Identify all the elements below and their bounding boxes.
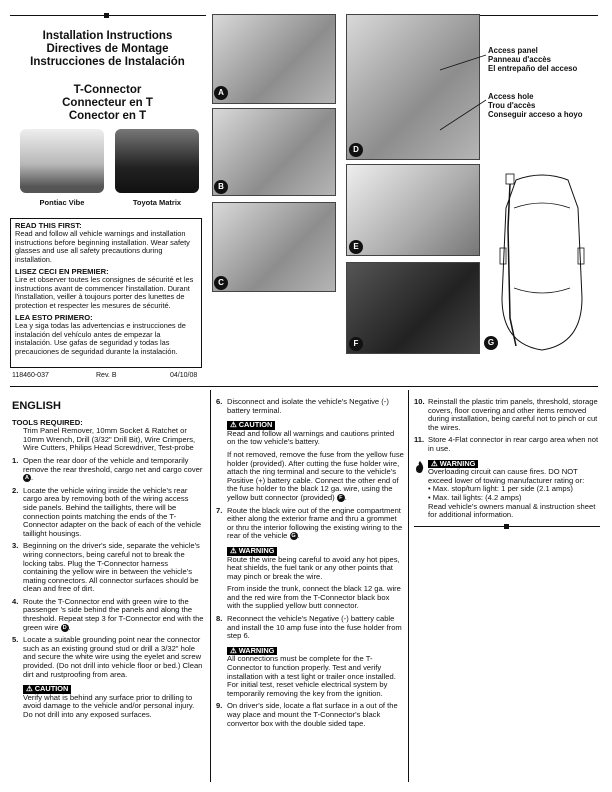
step-6-text: Disconnect and isolate the vehicle's Negative (-) battery terminal.: [227, 397, 389, 415]
figure-a-label: A: [214, 86, 228, 100]
callout-access-hole-es: Conseguir acceso a hoyo: [488, 110, 583, 119]
callout-access-panel: [488, 46, 577, 73]
warning-3-line-3: • Max. tail lights: (4.2 amps): [428, 492, 522, 502]
caution-1-label-text: CAUTION: [34, 684, 69, 694]
read-first-text-en: Read and follow all vehicle warnings and installation instructions before beginning installation. Wear safety glasses and use all safety precautions during installation.: [15, 229, 190, 264]
figure-e-photo: [346, 164, 480, 256]
step-9-number: 9.: [216, 701, 223, 711]
figure-b-photo: [212, 108, 336, 196]
step-4-number: 4.: [12, 596, 19, 606]
column-rule-1: [210, 390, 211, 782]
step-6-number: 6.: [216, 397, 223, 406]
step-5-number: 5.: [12, 635, 19, 645]
english-column-2: [216, 398, 404, 732]
vehicle-caption-matrix: Toyota Matrix: [132, 198, 182, 207]
figure-e-label: E: [349, 240, 363, 254]
callout-access-panel-en: Access panel: [488, 46, 538, 55]
figure-ref-a: A: [23, 474, 31, 482]
warning-2-label-text: WARNING: [238, 645, 275, 655]
read-first-box: [10, 218, 202, 368]
caution-2-text: Read and follow all warnings and cautions printed on the tow vehicle's battery.: [227, 428, 395, 447]
warning-3-label: ⚠ WARNING: [428, 460, 478, 469]
title-block: [10, 30, 205, 69]
warning-2-label: ⚠ WARNING: [227, 647, 277, 656]
step-6-continued: If not removed, remove the fuse from the yellow fuse holder (provided). After cutting the fuse holder wire, attach the ring terminal and secure to the vehicle's Positive (+) battery cable. Connect the other end of the fuse holder to the black 12 ga. wire, using the yellow butt connector (provided) F .: [227, 449, 404, 502]
figure-ref-d: D: [61, 624, 69, 632]
callout-access-panel-fr: Panneau d'accès: [488, 55, 551, 64]
warning-3-line-2: • Max. stop/turn light: 1 per side (2.1 amps): [428, 484, 573, 494]
step-10: [414, 398, 600, 432]
step-5: [12, 636, 204, 679]
read-first-text-fr: Lire et observer toutes les consignes de sécurité et les instructions avant de commencer l'installation. Durant l'installation, veiller à toujours porter des lunettes de protection et respecter les mesures de sécurité.: [15, 275, 194, 310]
figure-f-photo: [346, 262, 480, 354]
step-8-text: Reconnect the vehicle's Negative (-) battery cable and install the 10 amp fuse into the fuse holder from step 6.: [227, 614, 402, 641]
step-9: [216, 702, 404, 728]
tools-heading: TOOLS REQUIRED:: [12, 417, 83, 427]
product-fr: Connecteur en T: [62, 97, 153, 109]
step-5-text: Locate a suitable grounding point near the connector such as an existing ground stud or drill a 3/32" hole and secure the white wire using the eyelet and screw provided. (Do not drill into vehicle floor or bed.) Clean dirt and rustproofing from area.: [23, 635, 203, 679]
step-9-text: On driver's side, locate a flat surface in a out of the way place and mount the T-Connector's black convertor box with the double sided tape.: [227, 701, 398, 728]
english-title: ENGLISH: [12, 400, 61, 412]
step-6-continued-text: If not removed, remove the fuse from the yellow fuse holder (provided). After cutting the fuse holder wire, attach the ring terminal and secure to the vehicle's Positive (+) battery cable. Connect the other end of the fuse holder to the black 12 ga. wire, using the yellow butt connector (provided): [227, 449, 404, 502]
fire-icon: [415, 461, 425, 473]
callout-access-hole-en: Access hole: [488, 92, 534, 101]
step-10-text: Reinstall the plastic trim panels, threshold, storage covers, floor covering and other items removed during installation, being careful not to pinch or cut the wires.: [428, 397, 598, 432]
rule-marker: [104, 13, 109, 18]
revision: Rev. B: [96, 372, 117, 379]
warning-3-label-text: WARNING: [439, 458, 476, 468]
warning-3-line-1: Overloading circuit can cause fires. DO NOT exceed lower of towing manufacturer rating or:: [428, 467, 585, 485]
english-column-1: [12, 398, 204, 720]
vehicle-photo-vibe: [20, 129, 104, 193]
figure-ref-g: G: [291, 533, 296, 540]
figure-g-vehicle-diagram: [486, 168, 598, 358]
part-number: 118460-037: [12, 372, 49, 379]
step-3-text: Beginning on the driver's side, separate the vehicle's wiring connectors, being careful not to break the locking tabs. Plug the T-Connector harness containing the yellow wire in between the vehicle's mating connectors. All connector surfaces should be clean and free of dirt.: [23, 541, 200, 594]
warning-1-label: ⚠ WARNING: [227, 547, 277, 556]
warning-2: [216, 645, 404, 699]
end-rule: [414, 526, 600, 527]
divider-rule: [10, 386, 598, 387]
warning-1-text: Route the wire being careful to avoid any hot pipes, heat shields, the fuel tank or any other points that may pinch or break the wire.: [227, 554, 400, 581]
read-first-heading-es: LEA ESTO PRIMERO:: [15, 313, 93, 323]
read-first-heading-en: READ THIS FIRST:: [15, 221, 82, 230]
read-first-heading-fr: LISEZ CECI EN PREMIER:: [15, 267, 109, 277]
step-7: 7. Route the black wire out of the engine compartment either along the exterior frame and thru a grommet or thru the interior following the existing wiring to the rear of the vehicle G .: [216, 505, 403, 541]
figure-f-label: F: [349, 337, 363, 351]
caution-2: [216, 419, 404, 447]
warning-3-line-4: Read vehicle's owners manual & instruction sheet for additional information.: [428, 501, 596, 520]
step-7-number: 7.: [216, 505, 223, 515]
vehicle-caption-vibe: Pontiac Vibe: [39, 198, 85, 207]
doc-date: 04/10/08: [170, 372, 198, 379]
caution-1: [12, 683, 204, 719]
caution-1-text: Verify what is behind any surface prior to drilling to avoid damage to the vehicle and/or personal injury. Do not drill into any exposed surfaces.: [23, 692, 195, 719]
vehicle-photo-matrix: [115, 129, 199, 193]
step-6: [216, 398, 404, 415]
warning-2-text: All connections must be complete for the T-Connector to function properly. Test and verify installation with a test light or trailer once installed. For initial test, reset vehicle electrical system by temporarily removing the key from the ignition.: [227, 654, 396, 698]
step-11-text: Store 4-Flat connector in rear cargo area when not in use.: [428, 435, 599, 453]
english-column-3: [414, 398, 600, 527]
figure-ref-f: F: [337, 494, 345, 502]
step-8: [216, 615, 404, 641]
product-es: Conector en T: [68, 110, 147, 122]
step-3: [12, 542, 204, 594]
product-en: T-Connector: [73, 84, 142, 96]
read-first-text-es: Lea y siga todas las advertencias e instrucciones de instalación del vehículo antes de empezar la instalación. Use gafas de seguridad y todas las precauciones de seguridad durante la instalación.: [15, 321, 186, 356]
caution-1-label: ⚠ CAUTION: [23, 685, 71, 694]
callout-access-hole-fr: Trou d'accès: [488, 101, 536, 110]
step-8-number: 8.: [216, 614, 223, 624]
warning-1-label-text: WARNING: [238, 545, 275, 555]
callout-access-panel-es: El entrepaño del acceso: [488, 64, 578, 73]
warning-3: [414, 458, 600, 520]
column-rule-2: [408, 390, 409, 782]
step-1: 1. Open the rear door of the vehicle and temporarily remove the rear threshold, cargo net and cargo cover A .: [12, 455, 203, 483]
figure-g-label: G: [484, 336, 498, 350]
caution-2-label-text: CAUTION: [238, 420, 273, 430]
step-7-continued: From inside the trunk, connect the black 12 ga. wire and the red wire from the T-Connector black box with the supplied yellow butt connector.: [227, 584, 401, 611]
figure-c-photo: [212, 202, 336, 292]
step-1-text: Open the rear door of the vehicle and temporarily remove the rear threshold, cargo net and cargo cover: [23, 455, 203, 474]
step-2-number: 2.: [12, 485, 19, 495]
step-1-number: 1.: [12, 455, 19, 465]
step-2-text: Locate the vehicle wiring inside the vehicle's rear cargo area by removing both of the wiring access side panels. Behind the taillights, there will be connection points matching the ends of the T-Connector adapter on the back of each of the vehicle taillight housings.: [23, 485, 202, 538]
figure-c-label: C: [214, 276, 228, 290]
figure-d-label: D: [349, 143, 363, 157]
callout-leader-lines: [420, 40, 490, 140]
step-3-number: 3.: [12, 541, 19, 551]
warning-1: [216, 545, 404, 581]
end-rule-marker: [504, 524, 509, 529]
figure-b-label: B: [214, 180, 228, 194]
step-11: [414, 436, 600, 453]
step-10-number: 10.: [414, 397, 425, 406]
tools-text: Trim Panel Remover, 10mm Socket & Ratchet or 10mm Wrench, Drill (3/32" Drill Bit), Wire Crimpers, Wire Cutters, Philips Head Screwdriver, Test-probe: [23, 426, 196, 453]
caution-2-label: ⚠ CAUTION: [227, 421, 275, 430]
figure-a-photo: [212, 14, 336, 104]
product-block: [10, 84, 205, 123]
title-fr: Directives de Montage: [46, 43, 169, 55]
step-4-text: Route the T-Connector end with green wire to the passenger 's side behind the panels and along the threshold. Repeat step 3 for T-Connector end with the green wire: [23, 596, 204, 632]
step-11-number: 11.: [414, 435, 425, 445]
step-7-text: Route the black wire out of the engine compartment either along the exterior frame and thru a grommet or thru the interior following the existing wiring to the rear of the vehicle: [227, 505, 403, 541]
title-en: Installation Instructions: [42, 30, 173, 42]
step-2: [12, 487, 204, 539]
title-es: Instrucciones de Instalación: [30, 56, 185, 68]
step-4: 4. Route the T-Connector end with green wire to the passenger 's side behind the panels and along the threshold. Repeat step 3 for T-Connector end with the green wire D .: [12, 596, 204, 632]
callout-access-hole: [488, 92, 582, 119]
